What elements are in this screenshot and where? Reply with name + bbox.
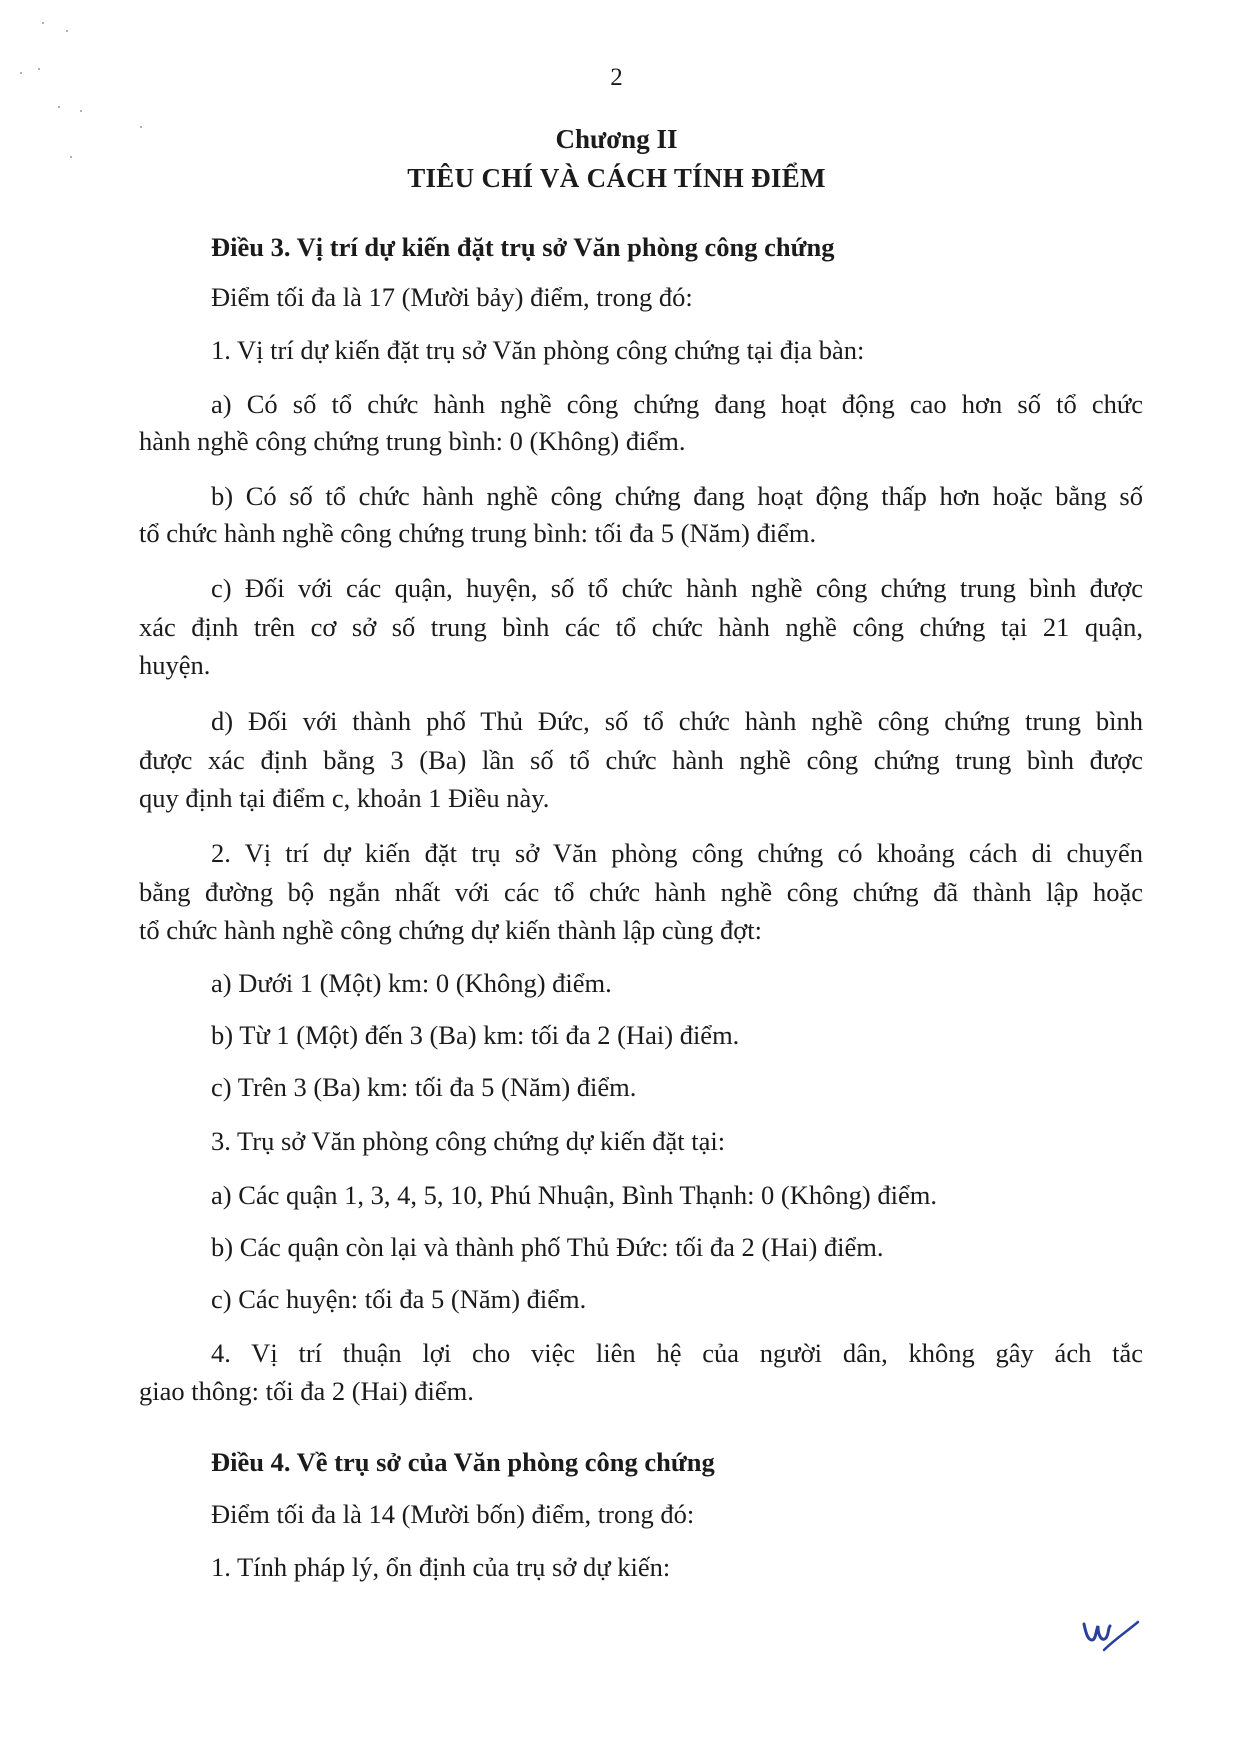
article-3-item-1d-line-1: d) Đối với thành phố Thủ Đức, số tổ chức hành nghề công chứng trung bình (211, 706, 1143, 736)
article-3-item-1a-line-2: hành nghề công chứng trung bình: 0 (Không) điểm. (139, 426, 686, 456)
article-4-heading: Điều 4. Về trụ sở của Văn phòng công chứng (211, 1447, 715, 1477)
article-3-item-4-line-2: giao thông: tối đa 2 (Hai) điểm. (139, 1376, 474, 1406)
article-3-item-2-line-3: tổ chức hành nghề công chứng dự kiến thành lập cùng đợt: (139, 915, 763, 945)
page-number: 2 (610, 64, 623, 91)
article-3-item-1b-line-1: b) Có số tổ chức hành nghề công chứng đang hoạt động thấp hơn hoặc bằng số (211, 481, 1143, 511)
article-4-item-1: 1. Tính pháp lý, ổn định của trụ sở dự kiến: (211, 1552, 671, 1582)
article-3-item-1c-line-1: c) Đối với các quận, huyện, số tổ chức hành nghề công chứng trung bình được (211, 573, 1143, 603)
article-3-item-2b: b) Từ 1 (Một) đến 3 (Ba) km: tối đa 2 (Hai) điểm. (211, 1020, 740, 1050)
article-3-item-4-line-1: 4. Vị trí thuận lợi cho việc liên hệ của người dân, không gây ách tắc (211, 1338, 1143, 1368)
article-3-item-3: 3. Trụ sở Văn phòng công chứng dự kiến đặt tại: (211, 1126, 726, 1156)
article-3-item-1c-line-2: xác định trên cơ sở số trung bình các tổ chức hành nghề công chứng tại 21 quận, (139, 612, 1143, 642)
article-3-item-3c: c) Các huyện: tối đa 5 (Năm) điểm. (211, 1284, 587, 1314)
article-3-item-1d-line-2: được xác định bằng 3 (Ba) lần số tổ chức hành nghề công chứng trung bình được (139, 745, 1143, 775)
article-3-intro: Điểm tối đa là 17 (Mười bảy) điểm, trong đó: (211, 282, 693, 312)
article-3-item-3b: b) Các quận còn lại và thành phố Thủ Đức: tối đa 2 (Hai) điểm. (211, 1232, 884, 1262)
article-3-item-1a-line-1: a) Có số tổ chức hành nghề công chứng đang hoạt động cao hơn số tổ chức (211, 389, 1143, 419)
article-3-item-2-line-2: bằng đường bộ ngắn nhất với các tổ chức hành nghề công chứng đã thành lập hoặc (139, 877, 1143, 907)
article-3-item-1d-line-3: quy định tại điểm c, khoản 1 Điều này. (139, 783, 550, 813)
article-3-item-2a: a) Dưới 1 (Một) km: 0 (Không) điểm. (211, 968, 612, 998)
article-3-item-1c-line-3: huyện. (139, 650, 211, 680)
article-3-item-2-line-1: 2. Vị trí dự kiến đặt trụ sở Văn phòng công chứng có khoảng cách di chuyển (211, 838, 1143, 868)
initials-signature (1078, 1610, 1142, 1658)
article-3-item-3a: a) Các quận 1, 3, 4, 5, 10, Phú Nhuận, Bình Thạnh: 0 (Không) điểm. (211, 1180, 937, 1210)
article-3-item-2c: c) Trên 3 (Ba) km: tối đa 5 (Năm) điểm. (211, 1072, 637, 1102)
article-4-intro: Điểm tối đa là 14 (Mười bốn) điểm, trong đó: (211, 1499, 695, 1529)
article-3-item-1b-line-2: tổ chức hành nghề công chứng trung bình: tối đa 5 (Năm) điểm. (139, 518, 817, 548)
article-3-item-1: 1. Vị trí dự kiến đặt trụ sở Văn phòng công chứng tại địa bàn: (211, 335, 865, 365)
article-3-heading: Điều 3. Vị trí dự kiến đặt trụ sở Văn phòng công chứng (211, 232, 835, 262)
chapter-number: Chương II (555, 124, 678, 154)
chapter-title: TIÊU CHÍ VÀ CÁCH TÍNH ĐIỂM (407, 163, 826, 193)
